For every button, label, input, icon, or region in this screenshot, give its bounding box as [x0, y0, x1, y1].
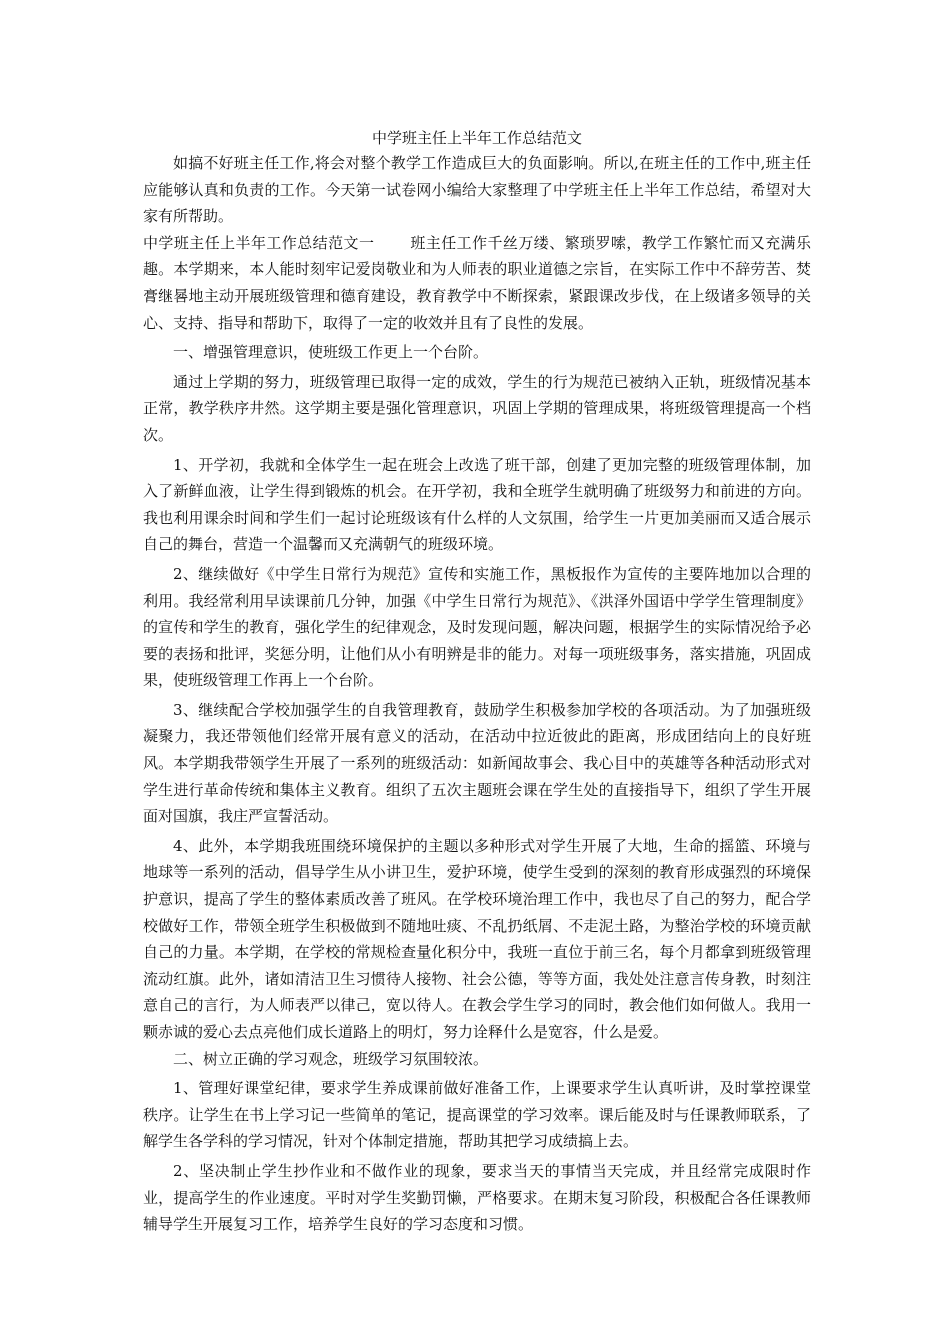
part1-heading: 一、增强管理意识，使班级工作更上一个台阶。	[173, 343, 489, 362]
part1-item-2: 2、继续做好《中学生日常行为规范》宣传和实施工作，黑板报作为宣传的主要阵地加以合理的利用。我经常利用早读课前几分钟，加强《中学生日常行为规范》、《洪泽外国语中学学生管理制度》的宣传和学生的教育，强化学生的纪律观念，及时发现问题，解决问题，根据学生的实际情况给予必要的表扬和批评，奖惩分明，让他们从小有明辨是非的能力。对每一项班级事务，落实措施，巩固成果，使班级管理工作再上一个台阶。	[143, 564, 811, 690]
section1-heading: 中学班主任上半年工作总结范文一	[143, 233, 375, 252]
document-title: 中学班主任上半年工作总结范文	[371, 129, 582, 147]
part2-item-1: 1、管理好课堂纪律，要求学生养成课前做好准备工作，上课要求学生认真听讲，及时掌控课堂秩序。让学生在书上学习记一些简单的笔记，提高课堂的学习效率。课后能及时与任课教师联系，了解学生各学科的学习情况，针对个体制定措施，帮助其把学习成绩搞上去。	[143, 1079, 811, 1151]
part2-heading: 二、树立正确的学习观念，班级学习氛围较浓。	[173, 1049, 489, 1068]
document-page	[143, 128, 811, 1238]
part1-item-1: 1、开学初，我就和全体学生一起在班会上改选了班干部，创建了更加完整的班级管理体制，加入了新鲜血液，让学生得到锻炼的机会。在开学初，我和全班学生就明确了班级努力和前进的方向。我也利用课余时间和学生们一起讨论班级该有什么样的人文氛围，给学生一片更加美丽而又适合展示自己的舞台，营造一个温馨而又充满朝气的班级环境。	[143, 455, 811, 554]
intro-paragraph: 如搞不好班主任工作,将会对整个教学工作造成巨大的负面影响。所以,在班主任的工作中,班主任应能够认真和负责的工作。今天第一试卷网小编给大家整理了中学班主任上半年工作总结，希望对大家有所帮助。	[143, 154, 811, 226]
section1-text: 班主任工作千丝万缕、繁琐罗嗦，教学工作繁忙而又充满乐趣。本学期来，本人能时刻牢记爱岗敬业和为人师表的职业道德之宗旨，在实际工作中不辞劳苦、焚膏继晷地主动开展班级管理和德育建设，教育教学中不断探索，紧跟课改步伐，在上级诸多领导的关心、支持、指导和帮助下，取得了一定的收效并且有了良性的发展。	[143, 233, 811, 332]
part1-intro-paragraph: 通过上学期的努力，班级管理已取得一定的成效，学生的行为规范已被纳入正轨，班级情况基本正常，教学秩序井然。这学期主要是强化管理意识，巩固上学期的管理成果，将班级管理提高一个档次。	[143, 372, 811, 444]
part1-item-3: 3、继续配合学校加强学生的自我管理教育，鼓励学生积极参加学校的各项活动。为了加强班级凝聚力，我还带领他们经常开展有意义的活动，在活动中拉近彼此的距离，形成团结向上的良好班风。本学期我带领学生开展了一系列的班级活动：如新闻故事会、我心目中的英雄等各种活动形式对学生进行革命传统和集体主义教育。组织了五次主题班会课在学生处的直接指导下，组织了学生开展面对国旗，我庄严宣誓活动。	[143, 700, 811, 826]
section1-paragraph	[143, 230, 811, 336]
part1-item-4: 4、此外，本学期我班围绕环境保护的主题以多种形式对学生开展了大地，生命的摇篮、环境与地球等一系列的活动，倡导学生从小讲卫生，爱护环境，使学生受到的深刻的教育形成强烈的环境保护意识，提高了学生的整体素质改善了班风。在学校环境治理工作中，我也尽了自己的努力，配合学校做好工作，带领全班学生积极做到不随地吐痰、不乱扔纸屑、不走泥土路，为整治学校的环境贡献自己的力量。本学期，在学校的常规检查量化积分中，我班一直位于前三名，每个月都拿到班级管理流动红旗。此外，诸如清洁卫生习惯待人接物、社会公德，等等方面，我处处注意言传身教，时刻注意自己的言行，为人师表严以律己，宽以待人。在教会学生学习的同时，教会他们如何做人。我用一颗赤诚的爱心去点亮他们成长道路上的明灯，努力诠释什么是宽容，什么是爱。	[143, 836, 811, 1041]
part2-item-2: 2、坚决制止学生抄作业和不做作业的现象，要求当天的事情当天完成，并且经常完成限时作业，提高学生的作业速度。平时对学生奖勤罚懒，严格要求。在期末复习阶段，积极配合各任课教师辅导学生开展复习工作，培养学生良好的学习态度和习惯。	[143, 1161, 811, 1234]
